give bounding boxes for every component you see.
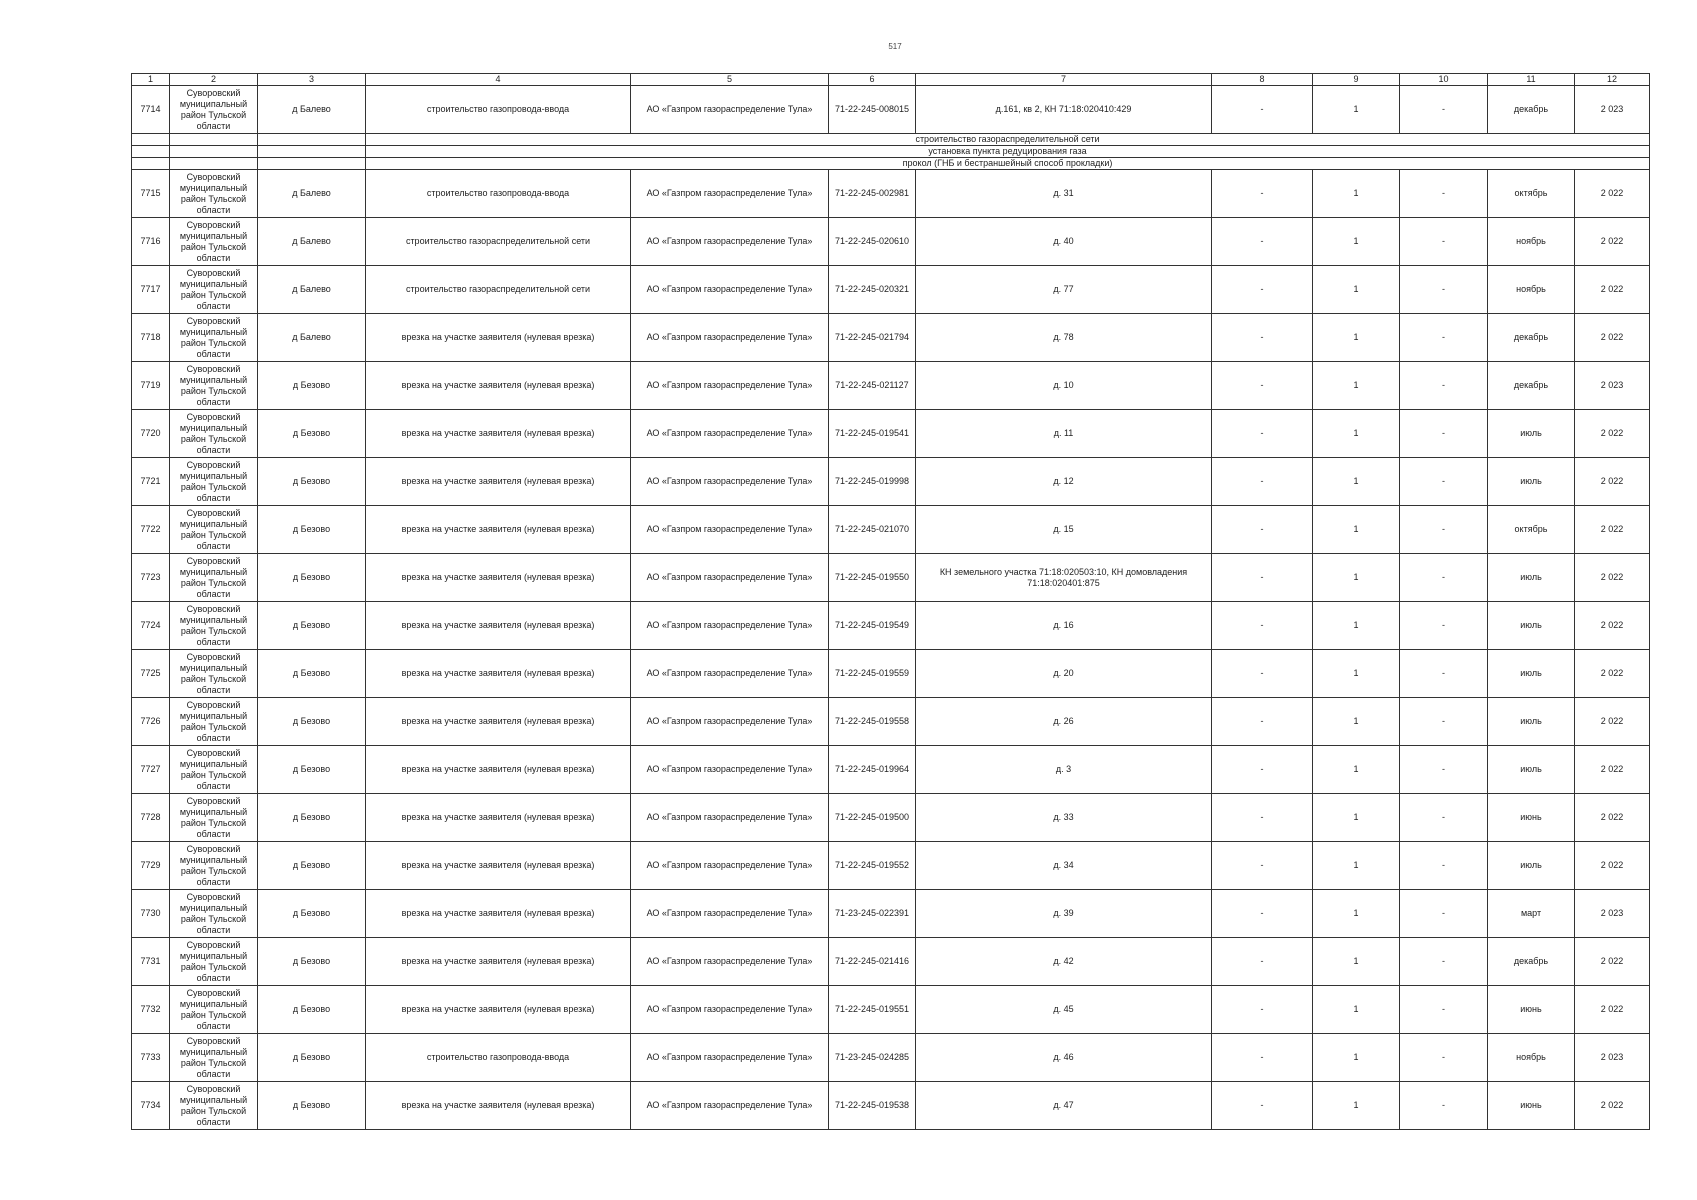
column-number: 12: [1575, 74, 1650, 86]
cell-col9: 1: [1313, 890, 1400, 938]
cell-month: декабрь: [1488, 86, 1575, 134]
table-row: [132, 362, 1650, 410]
cell-organization: АО «Газпром газораспределение Тула»: [631, 602, 829, 650]
cell-col10: -: [1400, 506, 1488, 554]
cell-col10: -: [1400, 170, 1488, 218]
column-number: 6: [829, 74, 916, 86]
table-row: [132, 602, 1650, 650]
cell-address: д. 20: [916, 650, 1212, 698]
cell-application-number: 71-22-245-019549: [829, 602, 916, 650]
cell-number: 7731: [132, 938, 170, 986]
cell-organization: АО «Газпром газораспределение Тула»: [631, 170, 829, 218]
cell-month: июль: [1488, 842, 1575, 890]
cell-work-type: врезка на участке заявителя (нулевая врезка): [366, 458, 631, 506]
cell-col9: 1: [1313, 938, 1400, 986]
cell-work-type: врезка на участке заявителя (нулевая врезка): [366, 746, 631, 794]
cell-address: д. 77: [916, 266, 1212, 314]
cell-district: Суворовский муниципальный район Тульской области: [170, 410, 258, 458]
cell-address: д. 34: [916, 842, 1212, 890]
cell-application-number: 71-23-245-024285: [829, 1034, 916, 1082]
cell-col8: -: [1212, 170, 1313, 218]
cell-application-number: 71-22-245-021416: [829, 938, 916, 986]
cell-col9: 1: [1313, 170, 1400, 218]
table-row: [132, 1082, 1650, 1130]
cell-address: д.161, кв 2, КН 71:18:020410:429: [916, 86, 1212, 134]
cell-number: 7734: [132, 1082, 170, 1130]
column-number: 3: [258, 74, 366, 86]
cell-number: 7715: [132, 170, 170, 218]
cell-settlement: д Безово: [258, 890, 366, 938]
cell-application-number: 71-22-245-019558: [829, 698, 916, 746]
table-row: [132, 842, 1650, 890]
cell-address: д. 31: [916, 170, 1212, 218]
cell-year: 2 022: [1575, 266, 1650, 314]
cell-col9: 1: [1313, 86, 1400, 134]
cell-work-type: врезка на участке заявителя (нулевая врезка): [366, 890, 631, 938]
column-number: 10: [1400, 74, 1488, 86]
table-row: [132, 314, 1650, 362]
cell-work-type: врезка на участке заявителя (нулевая врезка): [366, 362, 631, 410]
cell-settlement: д Балево: [258, 86, 366, 134]
cell-application-number: 71-23-245-022391: [829, 890, 916, 938]
cell-col8: -: [1212, 506, 1313, 554]
cell-col9: 1: [1313, 1082, 1400, 1130]
cell-work-type: врезка на участке заявителя (нулевая врезка): [366, 602, 631, 650]
cell-number: 7718: [132, 314, 170, 362]
cell-address: д. 47: [916, 1082, 1212, 1130]
cell-address: д. 3: [916, 746, 1212, 794]
cell-month: ноябрь: [1488, 266, 1575, 314]
table-row: [132, 986, 1650, 1034]
cell-settlement: д Балево: [258, 266, 366, 314]
cell-number: 7722: [132, 506, 170, 554]
cell-month: июль: [1488, 602, 1575, 650]
cell-col8: -: [1212, 842, 1313, 890]
cell-district: Суворовский муниципальный район Тульской области: [170, 1034, 258, 1082]
cell-work-type: строительство газораспределительной сети: [366, 218, 631, 266]
cell-settlement: д Безово: [258, 938, 366, 986]
cell-district: Суворовский муниципальный район Тульской области: [170, 698, 258, 746]
cell-application-number: 71-22-245-019551: [829, 986, 916, 1034]
cell-address: д. 46: [916, 1034, 1212, 1082]
cell-organization: АО «Газпром газораспределение Тула»: [631, 794, 829, 842]
table-row: [132, 554, 1650, 602]
cell-col10: -: [1400, 986, 1488, 1034]
cell-application-number: 71-22-245-019998: [829, 458, 916, 506]
cell-organization: АО «Газпром газораспределение Тула»: [631, 266, 829, 314]
cell-settlement: д Безово: [258, 602, 366, 650]
cell-organization: АО «Газпром газораспределение Тула»: [631, 650, 829, 698]
table-row: [132, 266, 1650, 314]
cell-work-type: врезка на участке заявителя (нулевая врезка): [366, 314, 631, 362]
cell-work-type: врезка на участке заявителя (нулевая врезка): [366, 698, 631, 746]
cell-col8: -: [1212, 314, 1313, 362]
table-row: [132, 410, 1650, 458]
cell-application-number: 71-22-245-021127: [829, 362, 916, 410]
cell-col10: -: [1400, 1082, 1488, 1130]
cell-month: декабрь: [1488, 938, 1575, 986]
cell-number: 7723: [132, 554, 170, 602]
cell-col8: -: [1212, 1034, 1313, 1082]
cell-address: д. 12: [916, 458, 1212, 506]
sub-row-text: прокол (ГНБ и бестраншейный способ прокладки): [366, 158, 1650, 170]
cell-work-type: врезка на участке заявителя (нулевая врезка): [366, 986, 631, 1034]
cell-district: Суворовский муниципальный район Тульской области: [170, 842, 258, 890]
cell-number: 7726: [132, 698, 170, 746]
cell-organization: АО «Газпром газораспределение Тула»: [631, 746, 829, 794]
cell-year: 2 022: [1575, 842, 1650, 890]
cell-col9: 1: [1313, 458, 1400, 506]
cell-col9: 1: [1313, 698, 1400, 746]
cell-organization: АО «Газпром газораспределение Тула»: [631, 506, 829, 554]
cell-work-type: строительство газопровода-ввода: [366, 170, 631, 218]
cell-col8: -: [1212, 650, 1313, 698]
cell-organization: АО «Газпром газораспределение Тула»: [631, 842, 829, 890]
cell-col9: 1: [1313, 746, 1400, 794]
column-number: 5: [631, 74, 829, 86]
cell-month: ноябрь: [1488, 1034, 1575, 1082]
cell-work-type: врезка на участке заявителя (нулевая врезка): [366, 1082, 631, 1130]
cell-work-type: строительство газораспределительной сети: [366, 266, 631, 314]
cell-number: 7728: [132, 794, 170, 842]
cell-application-number: 71-22-245-021794: [829, 314, 916, 362]
cell-col8: -: [1212, 458, 1313, 506]
column-number-row: [132, 74, 1650, 86]
cell-year: 2 022: [1575, 218, 1650, 266]
cell-col9: 1: [1313, 362, 1400, 410]
table-row: [132, 1034, 1650, 1082]
cell-application-number: 71-22-245-008015: [829, 86, 916, 134]
cell-col8: -: [1212, 890, 1313, 938]
cell-district: Суворовский муниципальный район Тульской области: [170, 458, 258, 506]
cell-settlement: д Безово: [258, 554, 366, 602]
cell-district: Суворовский муниципальный район Тульской области: [170, 506, 258, 554]
cell-col8: -: [1212, 554, 1313, 602]
cell-application-number: 71-22-245-019559: [829, 650, 916, 698]
cell-col10: -: [1400, 362, 1488, 410]
cell-settlement: д Безово: [258, 458, 366, 506]
cell-organization: АО «Газпром газораспределение Тула»: [631, 218, 829, 266]
cell-district: Суворовский муниципальный район Тульской области: [170, 986, 258, 1034]
cell-col9: 1: [1313, 650, 1400, 698]
cell-col9: 1: [1313, 410, 1400, 458]
cell-address: д. 40: [916, 218, 1212, 266]
sub-row-text: установка пункта редуцирования газа: [366, 146, 1650, 158]
cell-application-number: 71-22-245-019538: [829, 1082, 916, 1130]
cell-address: д. 15: [916, 506, 1212, 554]
cell-col9: 1: [1313, 506, 1400, 554]
cell-month: июль: [1488, 650, 1575, 698]
cell-col9: 1: [1313, 986, 1400, 1034]
cell-address: д. 39: [916, 890, 1212, 938]
cell-col10: -: [1400, 794, 1488, 842]
cell-number: 7716: [132, 218, 170, 266]
cell-settlement: д Балево: [258, 170, 366, 218]
cell-application-number: 71-22-245-020610: [829, 218, 916, 266]
cell-number: 7717: [132, 266, 170, 314]
cell-year: 2 023: [1575, 86, 1650, 134]
cell-col8: -: [1212, 794, 1313, 842]
cell-address: КН земельного участка 71:18:020503:10, КН домовладения 71:18:020401:875: [916, 554, 1212, 602]
cell-district: Суворовский муниципальный район Тульской области: [170, 170, 258, 218]
cell-settlement: д Балево: [258, 314, 366, 362]
cell-district: Суворовский муниципальный район Тульской области: [170, 794, 258, 842]
cell-col9: 1: [1313, 218, 1400, 266]
cell-col10: -: [1400, 410, 1488, 458]
cell-application-number: 71-22-245-019964: [829, 746, 916, 794]
cell-number: 7721: [132, 458, 170, 506]
cell-address: д. 16: [916, 602, 1212, 650]
cell-col9: 1: [1313, 602, 1400, 650]
sub-row: [132, 158, 1650, 170]
cell-application-number: 71-22-245-019541: [829, 410, 916, 458]
cell-district: Суворовский муниципальный район Тульской области: [170, 362, 258, 410]
cell-address: д. 42: [916, 938, 1212, 986]
table-row: [132, 218, 1650, 266]
cell-work-type: врезка на участке заявителя (нулевая врезка): [366, 554, 631, 602]
table-row: [132, 458, 1650, 506]
cell-col10: -: [1400, 650, 1488, 698]
table-row: [132, 506, 1650, 554]
cell-col10: -: [1400, 458, 1488, 506]
cell-col9: 1: [1313, 554, 1400, 602]
cell-application-number: 71-22-245-002981: [829, 170, 916, 218]
cell-organization: АО «Газпром газораспределение Тула»: [631, 410, 829, 458]
cell-settlement: д Безово: [258, 362, 366, 410]
cell-col9: 1: [1313, 1034, 1400, 1082]
cell-organization: АО «Газпром газораспределение Тула»: [631, 986, 829, 1034]
cell-year: 2 022: [1575, 938, 1650, 986]
cell-col8: -: [1212, 410, 1313, 458]
cell-settlement: д Безово: [258, 842, 366, 890]
cell-month: июнь: [1488, 794, 1575, 842]
table-row: [132, 698, 1650, 746]
cell-year: 2 022: [1575, 1082, 1650, 1130]
cell-month: июль: [1488, 554, 1575, 602]
cell-month: июнь: [1488, 1082, 1575, 1130]
column-number: 7: [916, 74, 1212, 86]
cell-number: 7729: [132, 842, 170, 890]
cell-col10: -: [1400, 554, 1488, 602]
cell-year: 2 023: [1575, 362, 1650, 410]
cell-year: 2 022: [1575, 986, 1650, 1034]
cell-organization: АО «Газпром газораспределение Тула»: [631, 698, 829, 746]
cell-year: 2 022: [1575, 170, 1650, 218]
cell-month: март: [1488, 890, 1575, 938]
cell-number: 7725: [132, 650, 170, 698]
cell-col10: -: [1400, 890, 1488, 938]
cell-settlement: д Безово: [258, 986, 366, 1034]
cell-district: Суворовский муниципальный район Тульской области: [170, 602, 258, 650]
column-number: 4: [366, 74, 631, 86]
cell-address: д. 26: [916, 698, 1212, 746]
cell-col10: -: [1400, 266, 1488, 314]
cell-organization: АО «Газпром газораспределение Тула»: [631, 1082, 829, 1130]
cell-district: Суворовский муниципальный район Тульской области: [170, 266, 258, 314]
cell-col10: -: [1400, 314, 1488, 362]
column-number: 8: [1212, 74, 1313, 86]
cell-col10: -: [1400, 698, 1488, 746]
cell-col9: 1: [1313, 314, 1400, 362]
cell-month: июль: [1488, 746, 1575, 794]
cell-year: 2 022: [1575, 698, 1650, 746]
cell-month: июль: [1488, 698, 1575, 746]
column-number: 1: [132, 74, 170, 86]
cell-year: 2 022: [1575, 314, 1650, 362]
cell-col8: -: [1212, 218, 1313, 266]
cell-col8: -: [1212, 986, 1313, 1034]
cell-col8: -: [1212, 266, 1313, 314]
sub-row: [132, 146, 1650, 158]
cell-month: октябрь: [1488, 170, 1575, 218]
cell-settlement: д Безово: [258, 698, 366, 746]
cell-year: 2 023: [1575, 890, 1650, 938]
cell-organization: АО «Газпром газораспределение Тула»: [631, 554, 829, 602]
cell-col10: -: [1400, 1034, 1488, 1082]
column-number: 11: [1488, 74, 1575, 86]
cell-organization: АО «Газпром газораспределение Тула»: [631, 890, 829, 938]
cell-col8: -: [1212, 602, 1313, 650]
cell-district: Суворовский муниципальный район Тульской области: [170, 650, 258, 698]
cell-application-number: 71-22-245-019500: [829, 794, 916, 842]
cell-col8: -: [1212, 1082, 1313, 1130]
table-row: [132, 86, 1650, 134]
cell-application-number: 71-22-245-020321: [829, 266, 916, 314]
cell-year: 2 022: [1575, 794, 1650, 842]
cell-col10: -: [1400, 86, 1488, 134]
cell-settlement: д Безово: [258, 650, 366, 698]
cell-number: 7727: [132, 746, 170, 794]
table-row: [132, 890, 1650, 938]
cell-address: д. 10: [916, 362, 1212, 410]
cell-month: июль: [1488, 410, 1575, 458]
cell-year: 2 022: [1575, 506, 1650, 554]
cell-col10: -: [1400, 602, 1488, 650]
cell-year: 2 022: [1575, 746, 1650, 794]
sub-row-text: строительство газораспределительной сети: [366, 134, 1650, 146]
cell-number: 7733: [132, 1034, 170, 1082]
cell-address: д. 45: [916, 986, 1212, 1034]
cell-year: 2 022: [1575, 410, 1650, 458]
cell-number: 7714: [132, 86, 170, 134]
cell-col8: -: [1212, 938, 1313, 986]
cell-col10: -: [1400, 746, 1488, 794]
cell-settlement: д Безово: [258, 794, 366, 842]
page-number: 517: [888, 42, 902, 51]
cell-address: д. 78: [916, 314, 1212, 362]
cell-application-number: 71-22-245-019552: [829, 842, 916, 890]
cell-organization: АО «Газпром газораспределение Тула»: [631, 314, 829, 362]
cell-district: Суворовский муниципальный район Тульской области: [170, 554, 258, 602]
cell-district: Суворовский муниципальный район Тульской области: [170, 938, 258, 986]
cell-address: д. 11: [916, 410, 1212, 458]
cell-month: ноябрь: [1488, 218, 1575, 266]
register-table: [131, 73, 1650, 1130]
cell-settlement: д Безово: [258, 1034, 366, 1082]
table-row: [132, 746, 1650, 794]
cell-number: 7724: [132, 602, 170, 650]
cell-organization: АО «Газпром газораспределение Тула»: [631, 458, 829, 506]
cell-col9: 1: [1313, 842, 1400, 890]
cell-settlement: д Балево: [258, 218, 366, 266]
table-row: [132, 170, 1650, 218]
cell-work-type: врезка на участке заявителя (нулевая врезка): [366, 410, 631, 458]
cell-year: 2 022: [1575, 602, 1650, 650]
cell-district: Суворовский муниципальный район Тульской области: [170, 890, 258, 938]
column-number: 2: [170, 74, 258, 86]
cell-col9: 1: [1313, 266, 1400, 314]
cell-month: июль: [1488, 458, 1575, 506]
cell-settlement: д Безово: [258, 1082, 366, 1130]
cell-col10: -: [1400, 842, 1488, 890]
cell-number: 7719: [132, 362, 170, 410]
sub-row: [132, 134, 1650, 146]
cell-application-number: 71-22-245-019550: [829, 554, 916, 602]
cell-col8: -: [1212, 698, 1313, 746]
column-number: 9: [1313, 74, 1400, 86]
cell-month: июнь: [1488, 986, 1575, 1034]
cell-number: 7720: [132, 410, 170, 458]
table-row: [132, 938, 1650, 986]
cell-work-type: врезка на участке заявителя (нулевая врезка): [366, 650, 631, 698]
cell-organization: АО «Газпром газораспределение Тула»: [631, 362, 829, 410]
cell-col10: -: [1400, 938, 1488, 986]
cell-work-type: врезка на участке заявителя (нулевая врезка): [366, 938, 631, 986]
cell-settlement: д Безово: [258, 506, 366, 554]
cell-number: 7730: [132, 890, 170, 938]
cell-settlement: д Безово: [258, 410, 366, 458]
cell-year: 2 022: [1575, 650, 1650, 698]
cell-settlement: д Безово: [258, 746, 366, 794]
cell-col8: -: [1212, 362, 1313, 410]
cell-col8: -: [1212, 746, 1313, 794]
table-row: [132, 650, 1650, 698]
cell-month: декабрь: [1488, 362, 1575, 410]
cell-organization: АО «Газпром газораспределение Тула»: [631, 86, 829, 134]
cell-col8: -: [1212, 86, 1313, 134]
cell-district: Суворовский муниципальный район Тульской области: [170, 314, 258, 362]
cell-year: 2 023: [1575, 1034, 1650, 1082]
cell-work-type: врезка на участке заявителя (нулевая врезка): [366, 842, 631, 890]
cell-address: д. 33: [916, 794, 1212, 842]
cell-district: Суворовский муниципальный район Тульской области: [170, 218, 258, 266]
cell-number: 7732: [132, 986, 170, 1034]
cell-col10: -: [1400, 218, 1488, 266]
cell-district: Суворовский муниципальный район Тульской области: [170, 86, 258, 134]
table-row: [132, 794, 1650, 842]
cell-organization: АО «Газпром газораспределение Тула»: [631, 938, 829, 986]
cell-district: Суворовский муниципальный район Тульской области: [170, 746, 258, 794]
cell-application-number: 71-22-245-021070: [829, 506, 916, 554]
cell-work-type: врезка на участке заявителя (нулевая врезка): [366, 794, 631, 842]
cell-col9: 1: [1313, 794, 1400, 842]
cell-year: 2 022: [1575, 554, 1650, 602]
cell-work-type: строительство газопровода-ввода: [366, 1034, 631, 1082]
cell-district: Суворовский муниципальный район Тульской области: [170, 1082, 258, 1130]
cell-year: 2 022: [1575, 458, 1650, 506]
cell-work-type: врезка на участке заявителя (нулевая врезка): [366, 506, 631, 554]
cell-organization: АО «Газпром газораспределение Тула»: [631, 1034, 829, 1082]
cell-month: декабрь: [1488, 314, 1575, 362]
cell-month: октябрь: [1488, 506, 1575, 554]
cell-work-type: строительство газопровода-ввода: [366, 86, 631, 134]
